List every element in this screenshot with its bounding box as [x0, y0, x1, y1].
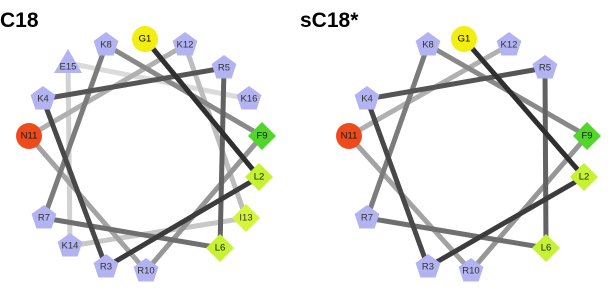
residue-label: K14	[61, 240, 79, 252]
wheel-c18	[0, 9, 276, 282]
residue-label: K4	[37, 93, 49, 105]
residue-label: G1	[138, 33, 152, 45]
residue-G1	[132, 26, 158, 52]
connection-R5-L6	[545, 68, 546, 248]
residue-I13	[232, 204, 260, 232]
residue-N11	[336, 123, 362, 149]
residue-G1	[451, 26, 477, 52]
residue-K14	[58, 233, 83, 257]
residue-label: K16	[240, 93, 258, 105]
residue-label: R7	[37, 212, 51, 224]
residue-L6	[206, 234, 234, 262]
residue-E15	[54, 49, 82, 73]
residue-N11	[16, 123, 42, 149]
residue-label: K8	[422, 39, 434, 51]
residue-label: I13	[239, 212, 253, 224]
residue-label: G1	[457, 33, 471, 45]
connection-F9-R10	[471, 136, 587, 271]
residue-K8	[416, 32, 441, 56]
residue-K8	[94, 32, 119, 56]
residue-label: K8	[100, 39, 112, 51]
connection-L2-R3	[428, 177, 584, 267]
wheel-sc18	[300, 9, 601, 282]
connection-G1-L2	[464, 39, 584, 177]
residue-K4	[355, 86, 380, 110]
residue-K4	[31, 86, 56, 110]
residue-label: E15	[59, 61, 77, 73]
residue-L6	[532, 234, 560, 262]
residue-label: K12	[176, 39, 194, 51]
residue-label: N11	[20, 130, 38, 142]
residue-K12	[497, 32, 522, 56]
residue-label: L6	[540, 242, 552, 254]
residue-R3	[416, 254, 441, 278]
residue-R3	[94, 254, 119, 278]
residue-R7	[32, 205, 57, 229]
residue-label: R10	[462, 265, 480, 277]
residue-label: R3	[99, 261, 113, 273]
residue-label: R7	[360, 212, 374, 224]
residue-R7	[355, 205, 380, 229]
residue-label: N11	[340, 130, 358, 142]
residue-label: R3	[421, 261, 435, 273]
residue-R5	[212, 55, 237, 79]
residue-K16	[237, 86, 262, 110]
residue-label: L2	[578, 171, 590, 183]
residue-label: L6	[214, 242, 226, 254]
residue-label: R5	[538, 62, 552, 74]
residue-label: K12	[500, 39, 518, 51]
residue-label: R5	[217, 62, 231, 74]
connection-L6-R7	[367, 218, 546, 248]
residue-label: F9	[581, 130, 593, 142]
connection-K8-F9	[106, 45, 262, 136]
residue-K12	[173, 32, 198, 56]
title-sc18: sC18*	[300, 9, 359, 32]
residue-label: K4	[361, 93, 373, 105]
residue-label: R10	[137, 265, 155, 277]
residue-R5	[533, 55, 558, 79]
title-c18: C18	[0, 9, 39, 32]
residue-label: L2	[253, 171, 265, 183]
residue-label: F9	[256, 130, 268, 142]
